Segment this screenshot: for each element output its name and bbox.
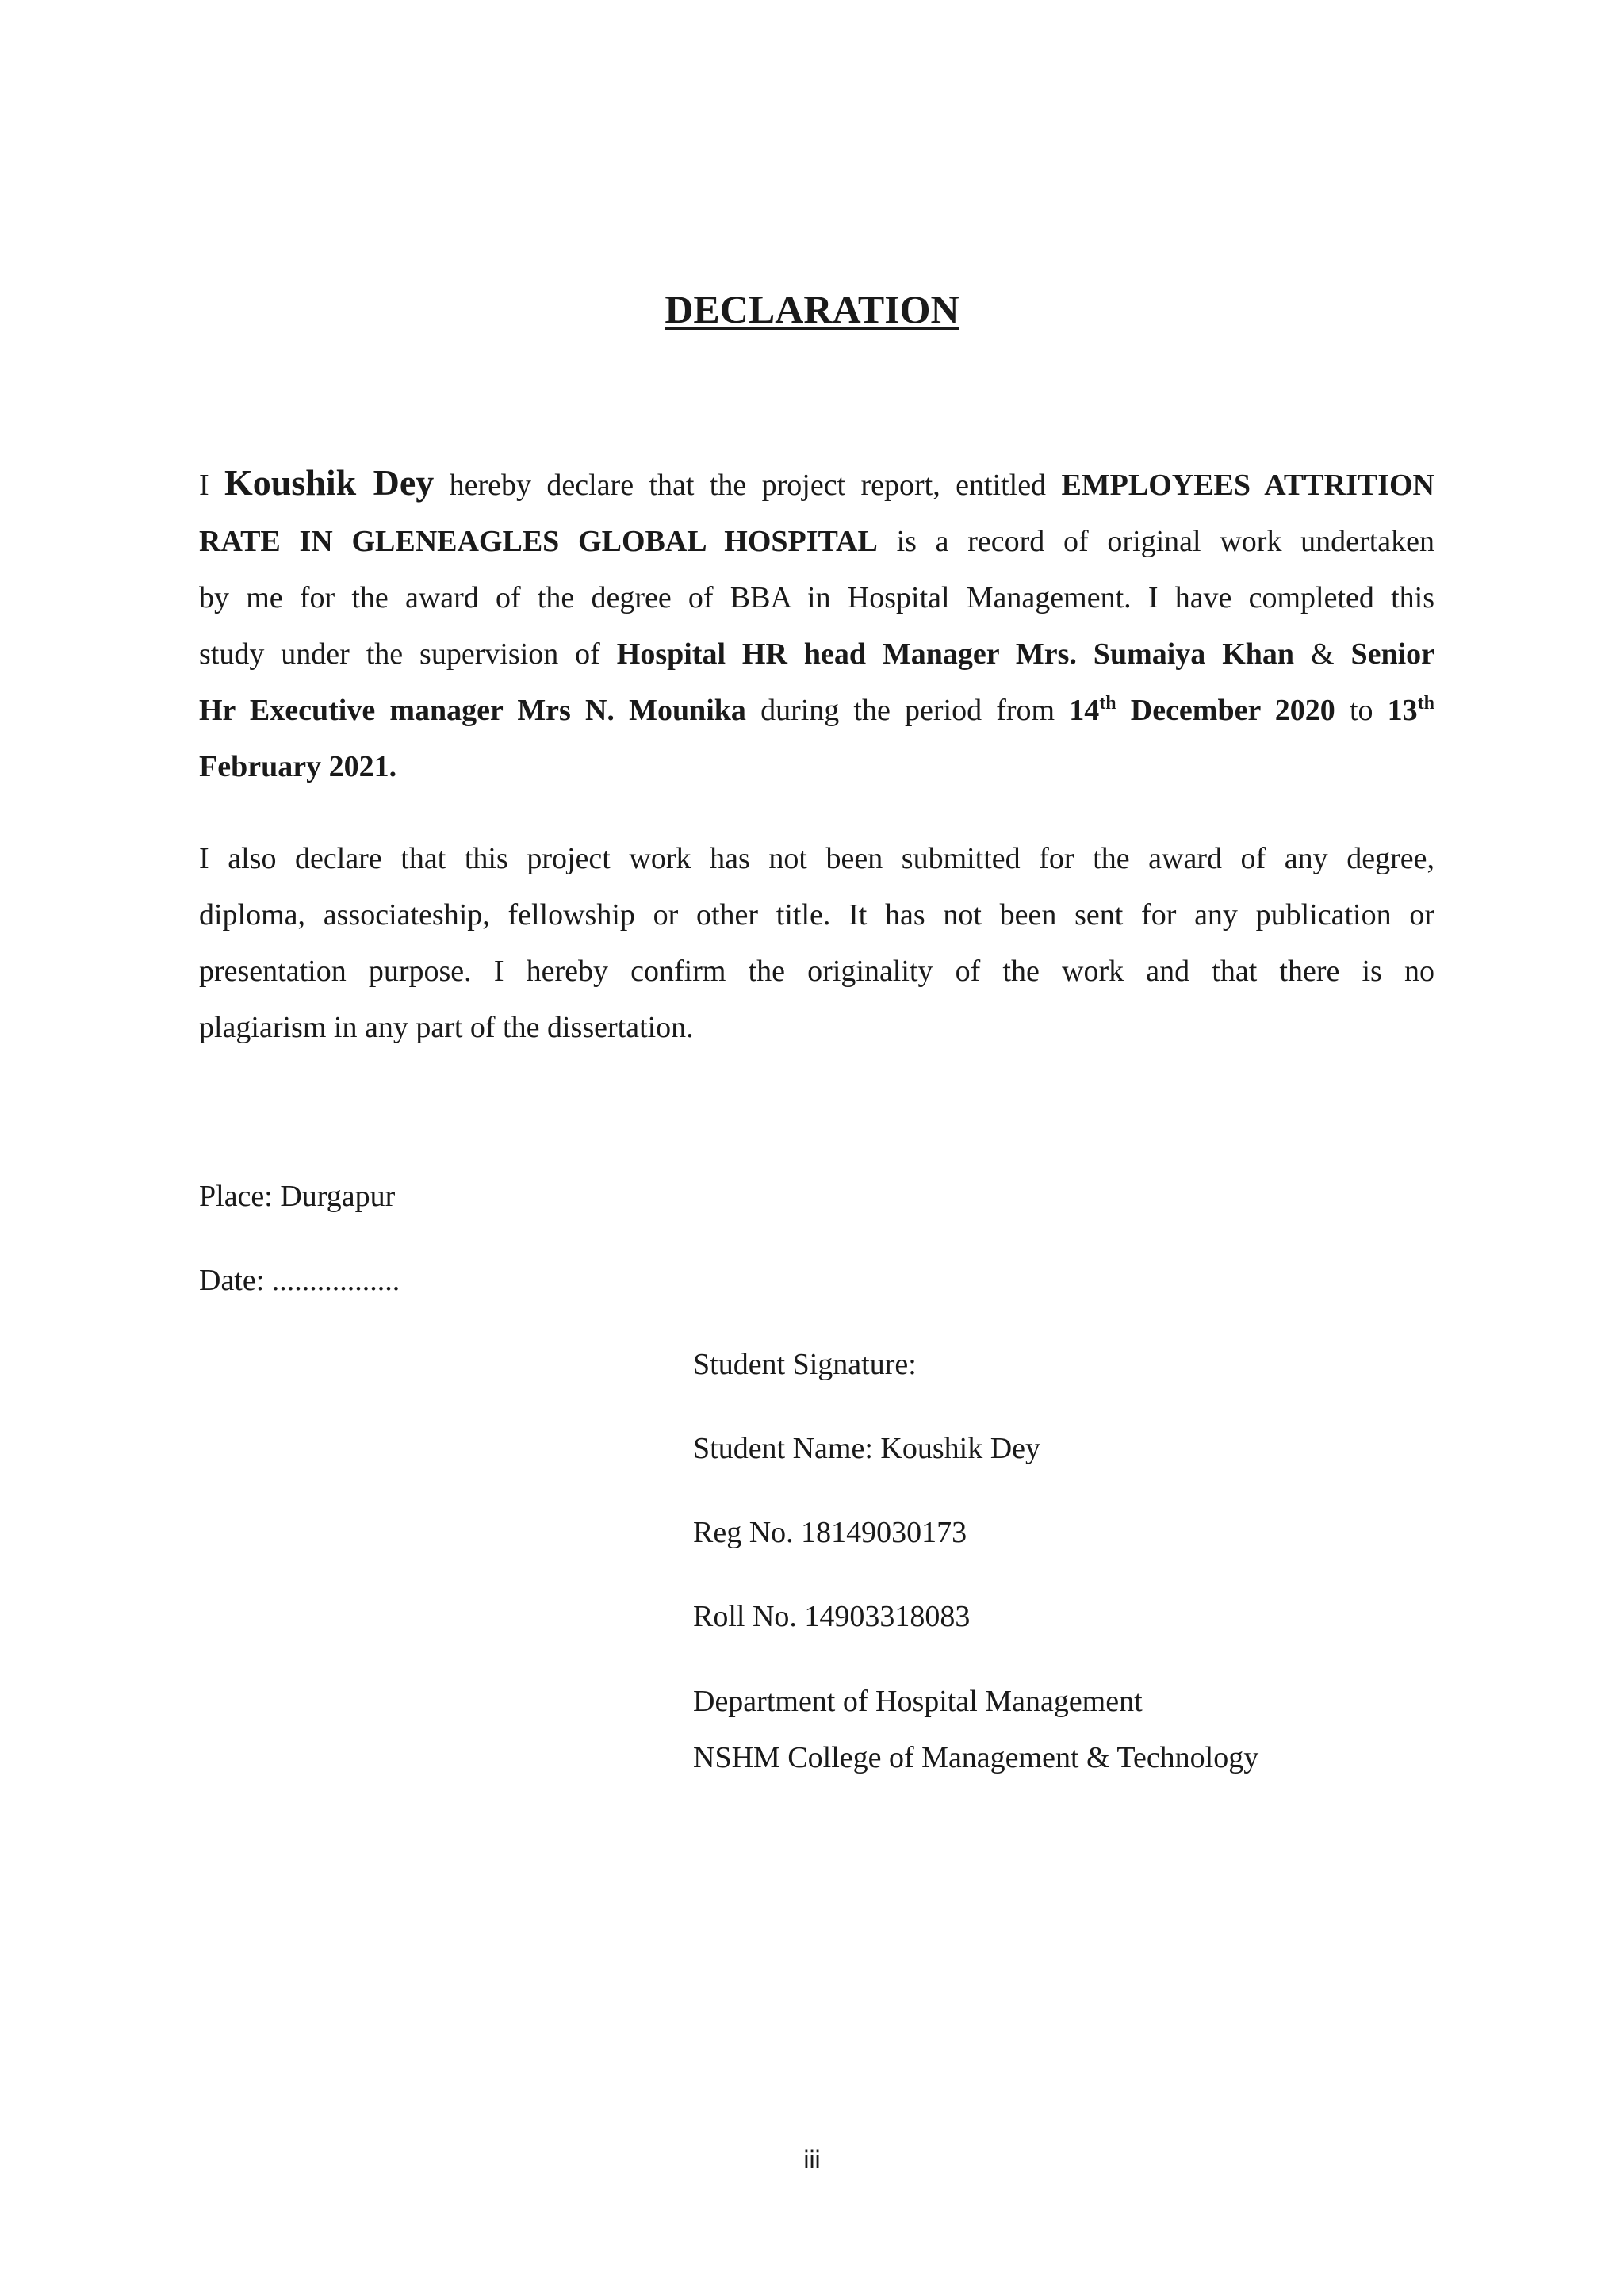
text-run: is a record of original work undertaken <box>877 525 1434 558</box>
student-name-inline: Koushik Dey <box>224 462 435 503</box>
supervisor-2-part-2: Hr Executive manager Mrs N. Mounika <box>199 694 746 727</box>
ordinal-suffix: th <box>1417 693 1435 714</box>
page-title <box>0 281 1624 337</box>
student-signature-label: Student Signature: <box>693 1348 917 1381</box>
text-run: by me for the award of the degree of BBA in Hospital Management. I have completed this <box>199 581 1434 614</box>
college-field: NSHM College of Management & Technology <box>693 1741 1259 1774</box>
paragraph-line <box>199 570 1434 626</box>
paragraph-line <box>199 454 1434 514</box>
end-date-day <box>1388 694 1434 727</box>
declaration-paragraph-2 <box>199 831 1434 1056</box>
declaration-paragraph-1 <box>199 454 1434 795</box>
text-run: hereby declare that the project report, entitled <box>434 469 1062 502</box>
date-field: Date: ................. <box>199 1264 400 1297</box>
page-number: iii <box>803 2145 821 2174</box>
paragraph-line: presentation purpose. I hereby confirm the originality of the work and that there is no <box>199 955 1434 988</box>
text-run: during the period from <box>745 694 1070 727</box>
supervisor-2-part-1: Senior <box>1350 637 1435 671</box>
project-title-part-1: EMPLOYEES ATTRITION <box>1061 469 1434 502</box>
paragraph-line: I also declare that this project work has not been submitted for the award of any degree, <box>199 842 1434 875</box>
text-run: I <box>199 469 225 502</box>
paragraph-line <box>199 683 1434 739</box>
paragraph-line: diploma, associateship, fellowship or other title. It has not been sent for any publication or <box>199 898 1434 932</box>
student-name-field: Student Name: Koushik Dey <box>693 1432 1041 1465</box>
paragraph-line <box>199 626 1434 683</box>
roll-no-field: Roll No. 14903318083 <box>693 1600 971 1633</box>
project-title-part-2: RATE IN GLENEAGLES GLOBAL HOSPITAL <box>199 525 878 558</box>
paragraph-line: plagiarism in any part of the dissertation. <box>199 1011 694 1044</box>
start-date <box>1069 694 1335 727</box>
place-field: Place: Durgapur <box>199 1180 396 1213</box>
text-run: & <box>1294 637 1351 671</box>
text-run: to <box>1335 694 1388 727</box>
paragraph-line <box>199 739 1434 795</box>
end-date-month-year: February 2021. <box>199 750 397 783</box>
end-day: 13 <box>1387 694 1418 727</box>
department-field: Department of Hospital Management <box>693 1685 1143 1718</box>
paragraph-line <box>199 514 1434 570</box>
start-month-year: December 2020 <box>1116 694 1335 727</box>
supervisor-1: Hospital HR head Manager Mrs. Sumaiya Khan <box>616 637 1295 671</box>
declaration-heading: DECLARATION <box>665 287 959 331</box>
reg-no-field: Reg No. 18149030173 <box>693 1516 967 1549</box>
ordinal-suffix: th <box>1099 693 1116 714</box>
start-day: 14 <box>1069 694 1100 727</box>
text-run: study under the supervision of <box>199 637 617 671</box>
